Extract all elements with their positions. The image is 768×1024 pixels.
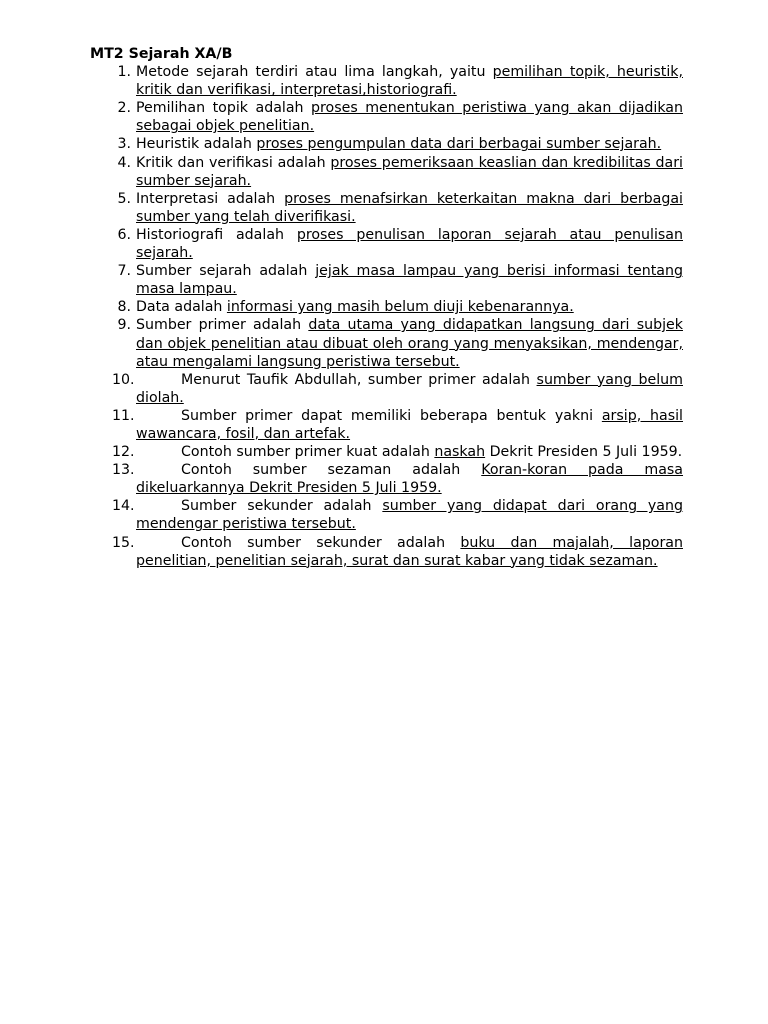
item-answer: buku dan majalah, laporan penelitian, penelitian sejarah, surat dan surat kabar yang tidak sezaman.	[136, 534, 683, 569]
item-prompt: Pemilihan topik adalah	[136, 100, 312, 117]
item-answer: proses menentukan peristiwa yang akan dijadikan sebagai objek penelitian.	[136, 100, 683, 135]
item-after: Dekrit Presiden 5 Juli 1959.	[485, 444, 683, 461]
item-number: 6.	[117, 226, 131, 243]
item-answer: data utama yang didapatkan langsung dari subjek dan objek penelitian atau dibuat oleh orang yang menyaksikan, mendengar, atau mengalami langsung peristiwa tersebut.	[136, 317, 683, 370]
item-text	[136, 262, 683, 298]
item-prompt: Contoh sumber sezaman adalah	[181, 462, 482, 479]
list-item	[90, 154, 683, 190]
list-item	[90, 534, 683, 570]
list-item	[90, 190, 683, 226]
item-text	[136, 99, 683, 135]
item-number: 11.	[112, 407, 135, 424]
item-answer: proses penulisan laporan sejarah atau penulisan sejarah.	[136, 226, 683, 262]
item-number: 8.	[117, 299, 131, 316]
item-text	[136, 534, 683, 570]
list-item	[90, 298, 683, 316]
list-item	[90, 407, 683, 443]
item-prompt: Historiografi adalah	[136, 226, 297, 243]
item-text	[136, 190, 683, 226]
item-text	[136, 316, 683, 370]
item-answer: proses pengumpulan data dari berbagai sumber sejarah.	[256, 136, 662, 153]
item-number: 9.	[117, 317, 131, 334]
item-prompt: Sumber primer dapat memiliki beberapa bentuk yakni	[181, 407, 602, 424]
list-item	[90, 316, 683, 370]
item-answer: informasi yang masih belum diuji kebenarannya.	[226, 299, 574, 316]
item-prompt: Interpretasi adalah	[136, 190, 285, 207]
item-answer: naskah	[434, 444, 486, 461]
list-item	[90, 99, 683, 135]
item-prompt: Sumber sekunder adalah	[181, 498, 383, 515]
item-number: 3.	[117, 136, 131, 153]
item-answer: pemilihan topik, heuristik, kritik dan verifikasi, interpretasi,historiografi.	[136, 64, 683, 99]
item-answer: proses pemeriksaan keaslian dan kredibilitas dari sumber sejarah.	[136, 154, 683, 189]
item-prompt: Metode sejarah terdiri atau lima langkah, yaitu	[136, 64, 493, 81]
item-number: 1.	[117, 64, 131, 81]
item-answer: sumber yang belum diolah.	[136, 371, 683, 406]
item-text	[136, 461, 683, 497]
item-text	[136, 443, 683, 461]
item-prompt: Contoh sumber sekunder adalah	[181, 534, 461, 551]
item-text	[136, 135, 683, 153]
list-item	[90, 135, 683, 153]
list-item	[90, 63, 683, 99]
item-text	[136, 154, 683, 190]
item-text	[136, 407, 683, 443]
item-answer: jejak masa lampau yang berisi informasi tentang masa lampau.	[136, 263, 683, 298]
item-text	[136, 371, 683, 407]
item-number: 10.	[112, 371, 135, 388]
list-item	[90, 497, 683, 533]
list-item	[90, 262, 683, 298]
document-title: MT2 Sejarah XA/B	[90, 46, 233, 62]
item-number: 13.	[112, 462, 135, 479]
item-text	[136, 226, 683, 262]
list-item	[90, 461, 683, 497]
item-number: 14.	[112, 498, 135, 515]
item-prompt: Sumber primer adalah	[136, 317, 309, 334]
item-text	[136, 298, 683, 316]
list-item	[90, 226, 683, 262]
item-text	[136, 497, 683, 533]
item-text	[136, 63, 683, 99]
item-prompt: Menurut Taufik Abdullah, sumber primer adalah	[181, 371, 537, 388]
item-answer: proses menafsirkan keterkaitan makna dari berbagai sumber yang telah diverifikasi.	[136, 190, 683, 225]
item-prompt: Sumber sejarah adalah	[136, 263, 316, 280]
item-prompt: Heuristik adalah	[136, 136, 257, 153]
item-prompt: Kritik dan verifikasi adalah	[136, 154, 331, 171]
item-number: 4.	[117, 154, 131, 171]
item-prompt: Data adalah	[136, 299, 227, 316]
item-number: 12.	[112, 444, 135, 461]
item-number: 15.	[112, 534, 135, 551]
item-answer: arsip, hasil wawancara, fosil, dan artefak.	[136, 407, 683, 442]
item-answer: Koran-koran pada masa dikeluarkannya Dekrit Presiden 5 Juli 1959.	[136, 462, 684, 497]
list-item	[90, 371, 683, 407]
list-item	[90, 443, 683, 461]
item-number: 2.	[117, 100, 131, 117]
item-number: 7.	[117, 263, 131, 280]
document-page	[90, 45, 683, 570]
item-number: 5.	[117, 190, 131, 207]
item-prompt: Contoh sumber primer kuat adalah	[181, 444, 435, 461]
item-answer: sumber yang didapat dari orang yang mendengar peristiwa tersebut.	[136, 498, 684, 533]
